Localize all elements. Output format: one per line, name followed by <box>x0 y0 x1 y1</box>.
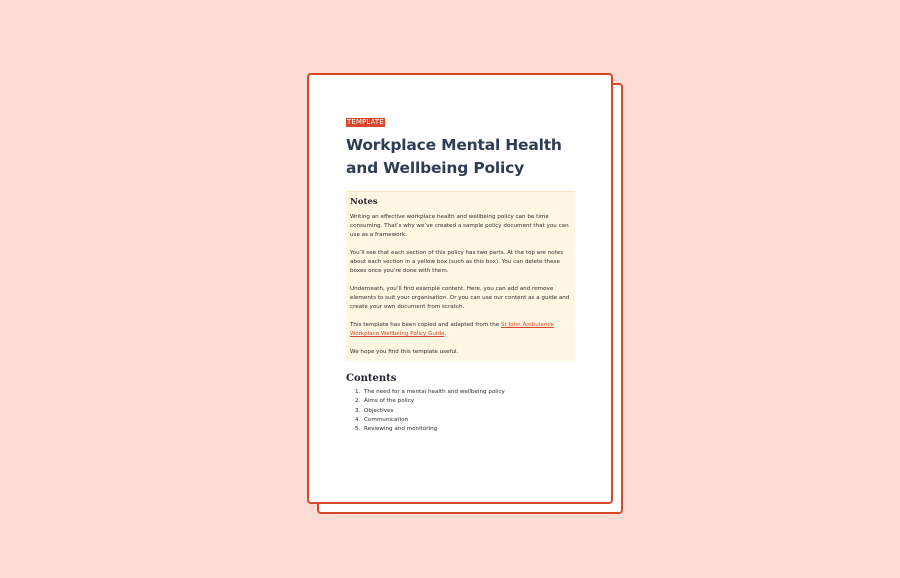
contents-item-number: 2. <box>355 398 361 405</box>
notes-paragraph-4-prefix: This template has been copied and adapted from the <box>350 322 502 328</box>
contents-item-label: The need for a mental health and wellbeing policy <box>364 389 505 395</box>
document-page <box>307 73 613 504</box>
document-content <box>346 111 578 434</box>
notes-paragraph-5: We hope you find this template useful. <box>350 349 459 355</box>
policy-guide-link[interactable]: St John Ambulance Workplace Wellbeing Policy Guide <box>350 322 554 337</box>
contents-item-number: 1. <box>355 389 361 395</box>
contents-item-number: 5. <box>355 426 361 433</box>
template-tag: TEMPLATE <box>347 118 384 126</box>
contents-item-label: Objectives <box>364 407 394 414</box>
document-title <box>346 134 578 180</box>
notes-paragraph-4-suffix: . <box>444 331 447 337</box>
notes-paragraph-3: Underneath, you’ll find example content. Here, you can add and remove elements to suit your organisation. Or you can use our content as a guide and create your own document from scratch. <box>350 286 570 310</box>
contents-item <box>355 388 578 397</box>
contents-list <box>346 388 578 434</box>
document-title-line-2: and Wellbeing Policy <box>346 159 525 177</box>
contents-item-number: 3. <box>355 407 361 414</box>
contents-item <box>355 407 578 416</box>
contents-item-label: Reviewing and monitoring <box>364 426 438 433</box>
contents-item-number: 4. <box>355 416 361 423</box>
notes-paragraph-2: You’ll see that each section of this policy has two parts. At the top are notes about each section in a yellow box (such as this box). You can delete these boxes once you’re done with them. <box>350 250 564 274</box>
notes-box <box>346 191 575 361</box>
contents-item <box>355 425 578 434</box>
notes-paragraph-1: Writing an effective workplace health and wellbeing policy can be time consuming. That’s why we’ve created a sample policy document that you can use as a framework. <box>350 214 569 238</box>
document-title-line-1: Workplace Mental Health <box>346 136 562 154</box>
contents-heading: Contents <box>346 373 397 384</box>
notes-heading: Notes <box>350 197 378 207</box>
contents-item <box>355 397 578 406</box>
notes-paragraph-4 <box>350 321 570 339</box>
contents-item-label: Communication <box>364 416 409 423</box>
contents-item-label: Aims of the policy <box>364 398 415 405</box>
contents-item <box>355 416 578 425</box>
